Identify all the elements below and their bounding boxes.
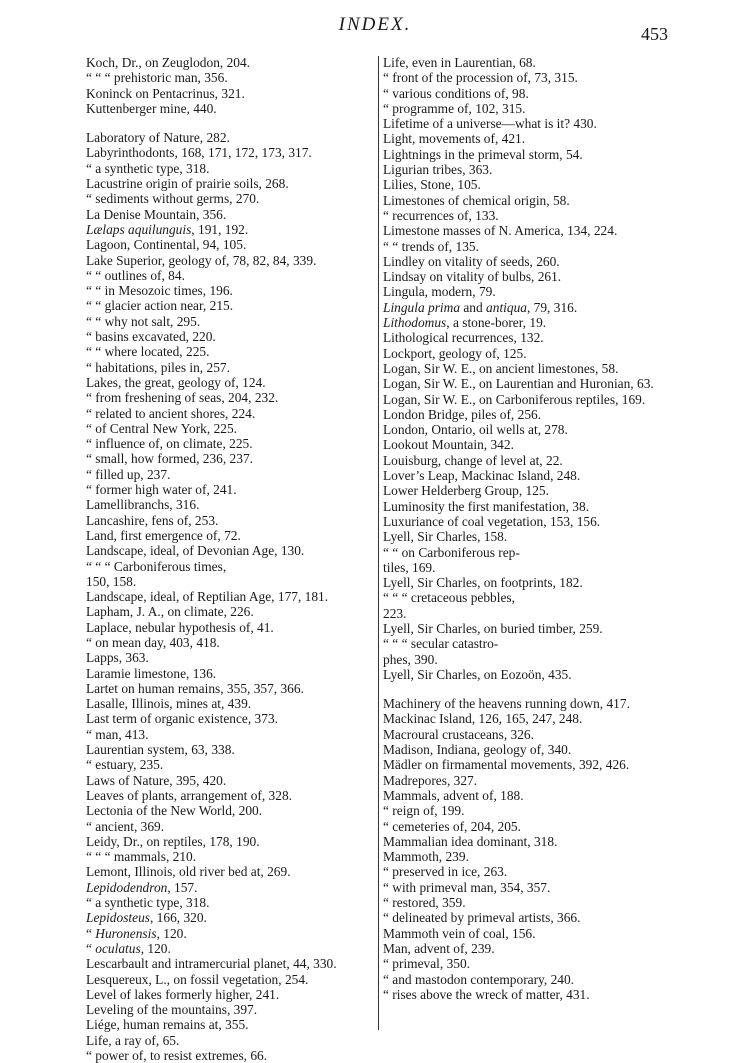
index-entry xyxy=(86,941,378,956)
index-entry-text: Kuttenberger mine, 440. xyxy=(86,100,217,116)
index-entry xyxy=(383,239,669,254)
index-entry xyxy=(383,483,669,498)
index-entry-text: Laws of Nature, 395, 420. xyxy=(86,772,227,788)
index-entry-text: “ from freshening of seas, 204, 232. xyxy=(86,390,279,406)
index-entry xyxy=(86,635,378,650)
index-entry-text: “ on mean day, 403, 418. xyxy=(86,634,220,650)
index-entry xyxy=(383,177,669,192)
index-entry xyxy=(383,696,669,711)
index-entry-text: Mammoth, 239. xyxy=(383,849,469,865)
index-entry xyxy=(86,620,378,635)
index-entry-text: Lyell, Sir Charles, on footprints, 182. xyxy=(383,575,583,591)
index-entry xyxy=(86,895,378,910)
index-entry-text: Lingula, modern, 79. xyxy=(383,284,496,300)
index-entry-text: Koch, Dr., on Zeuglodon, 204. xyxy=(86,55,251,70)
index-entry-text: “ power of, to resist extremes, 66. xyxy=(86,1048,268,1063)
index-entry xyxy=(86,176,378,191)
index-entry xyxy=(383,499,669,514)
index-entry-text: “ related to ancient shores, 224. xyxy=(86,405,256,421)
index-entry xyxy=(383,468,669,483)
index-entry xyxy=(86,910,378,925)
index-entry xyxy=(86,268,378,283)
index-entry-text: Lescarbault and intramercurial planet, 44, 330. xyxy=(86,956,337,972)
index-entry xyxy=(86,451,378,466)
index-entry xyxy=(86,467,378,482)
italic-term: Lepidosteus xyxy=(86,910,150,926)
index-entry-text: “ “ “ prehistoric man, 356. xyxy=(86,70,228,86)
index-entry-text: “ “ on Carboniferous rep- xyxy=(383,544,520,560)
index-entry-text: Madrepores, 327. xyxy=(383,772,478,788)
index-entry xyxy=(86,650,378,665)
index-entry-text: Level of lakes formerly higher, 241. xyxy=(86,986,280,1002)
index-entry xyxy=(86,574,378,589)
index-entry xyxy=(383,652,669,667)
index-entry-text: “ preserved in ice, 263. xyxy=(383,864,508,880)
index-entry-text: Liége, human remains at, 355. xyxy=(86,1017,249,1033)
index-entry xyxy=(86,972,378,987)
index-entry xyxy=(383,910,669,925)
index-entry xyxy=(383,392,669,407)
index-entry xyxy=(383,880,669,895)
index-entry-text: “ “ where located, 225. xyxy=(86,344,210,360)
index-entry-text: tiles, 169. xyxy=(383,559,436,575)
index-entry xyxy=(383,773,669,788)
index-entry xyxy=(383,131,669,146)
index-entry xyxy=(383,788,669,803)
index-entry xyxy=(86,482,378,497)
index-entry-text: Lithological recurrences, 132. xyxy=(383,330,544,346)
index-entry-text: La Denise Mountain, 356. xyxy=(86,206,227,222)
entry-segment: , 120. xyxy=(156,925,187,941)
index-entry-text: Mammals, advent of, 188. xyxy=(383,787,524,803)
index-entry xyxy=(383,757,669,772)
index-entry-text: “ filled up, 237. xyxy=(86,466,171,482)
index-entry-text: Land, first emergence of, 72. xyxy=(86,527,241,543)
index-entry-text: Laplace, nebular hypothesis of, 41. xyxy=(86,619,274,635)
index-entry xyxy=(383,621,669,636)
index-entry-text: Mammoth vein of coal, 156. xyxy=(383,925,536,941)
index-entry-text xyxy=(86,910,378,925)
index-entry-text: Lilies, Stone, 105. xyxy=(383,177,481,193)
index-entry-text: Lifetime of a universe—what is it? 430. xyxy=(383,116,597,132)
index-entry xyxy=(383,711,669,726)
index-entry xyxy=(383,254,669,269)
index-entry xyxy=(86,559,378,574)
entry-segment: , 166, 320. xyxy=(149,910,207,926)
index-entry xyxy=(383,864,669,879)
index-entry xyxy=(86,880,378,895)
index-entry-text: Lagoon, Continental, 94, 105. xyxy=(86,237,247,253)
index-entry-text xyxy=(383,315,669,330)
index-entry-text: Leidy, Dr., on reptiles, 178, 190. xyxy=(86,833,260,849)
index-entry xyxy=(86,360,378,375)
index-entry-text: “ a synthetic type, 318. xyxy=(86,160,210,176)
italic-term: Lithodomus xyxy=(383,315,447,331)
index-entry xyxy=(383,819,669,834)
index-entry xyxy=(86,1017,378,1032)
index-entry xyxy=(383,849,669,864)
index-entry-text xyxy=(86,926,378,941)
index-entry xyxy=(86,742,378,757)
index-entry xyxy=(383,162,669,177)
index-entry-text: “ “ “ Carboniferous times, xyxy=(86,558,227,574)
index-entry xyxy=(383,529,669,544)
index-entry xyxy=(86,497,378,512)
index-entry-text: Louisburg, change of level at, 22. xyxy=(383,452,563,468)
index-entry-text: “ delineated by primeval artists, 366. xyxy=(383,910,581,926)
index-entry-text: Luminosity the first manifestation, 38. xyxy=(383,498,590,514)
index-entry xyxy=(383,895,669,910)
index-entry-text: 223. xyxy=(383,605,407,621)
index-entry xyxy=(86,696,378,711)
index-entry xyxy=(383,361,669,376)
running-head: INDEX. xyxy=(338,14,412,35)
index-entry-text: Leveling of the mountains, 397. xyxy=(86,1002,258,1018)
index-entry-text: “ rises above the wreck of matter, 431. xyxy=(383,986,590,1002)
index-entry xyxy=(383,223,669,238)
index-entry-text: Lapps, 363. xyxy=(86,650,149,666)
index-entry xyxy=(383,269,669,284)
index-entry xyxy=(383,636,669,651)
index-entry-text: Lapham, J. A., on climate, 226. xyxy=(86,604,254,620)
entry-segment: , a stone-borer, 19. xyxy=(446,315,547,331)
index-entry-text: “ recurrences of, 133. xyxy=(383,207,499,223)
index-entry xyxy=(86,406,378,421)
index-entry xyxy=(383,437,669,452)
index-entry xyxy=(383,987,669,1002)
index-entry xyxy=(383,803,669,818)
italic-term: oculatus xyxy=(95,940,141,956)
index-entry-text: Lakes, the great, geology of, 124. xyxy=(86,374,266,390)
index-entry-text: phes, 390. xyxy=(383,651,438,667)
index-entry xyxy=(86,543,378,558)
index-entry xyxy=(383,86,669,101)
italic-term: Lingula prima xyxy=(383,299,461,315)
index-entry-text: Lower Helderberg Group, 125. xyxy=(383,483,549,499)
index-entry-text: “ of Central New York, 225. xyxy=(86,420,237,436)
index-entry-text: Lasalle, Illinois, mines at, 439. xyxy=(86,696,252,712)
index-entry-text: Life, even in Laurentian, 68. xyxy=(383,55,536,70)
index-entry xyxy=(86,329,378,344)
index-entry xyxy=(86,513,378,528)
index-entry xyxy=(383,575,669,590)
italic-term: antiqua xyxy=(486,299,527,315)
index-entry-text xyxy=(383,300,669,315)
entry-segment: and xyxy=(460,299,487,315)
index-entry xyxy=(383,590,669,605)
index-entry xyxy=(383,147,669,162)
index-entry xyxy=(86,130,378,145)
index-entry xyxy=(86,757,378,772)
index-entry xyxy=(86,926,378,941)
index-entry xyxy=(86,666,378,681)
index-entry xyxy=(383,407,669,422)
index-entry xyxy=(383,300,669,315)
index-entry-text: London Bridge, piles of, 256. xyxy=(383,406,542,422)
index-entry-text: Leaves of plants, arrangement of, 328. xyxy=(86,787,292,803)
index-entry xyxy=(86,421,378,436)
index-entry xyxy=(86,390,378,405)
index-entry xyxy=(86,864,378,879)
index-entry-text: Madison, Indiana, geology of, 340. xyxy=(383,742,572,758)
index-entry xyxy=(86,987,378,1002)
index-entry-text: Laramie limestone, 136. xyxy=(86,665,217,681)
index-entry xyxy=(383,101,669,116)
entry-segment: , 157. xyxy=(167,879,198,895)
index-entry-text: Life, a ray of, 65. xyxy=(86,1032,180,1048)
index-entry xyxy=(383,941,669,956)
index-entry-text: Lacustrine origin of prairie soils, 268. xyxy=(86,176,289,192)
index-entry xyxy=(86,55,378,70)
index-entry xyxy=(86,101,378,116)
index-entry-text: Lesquereux, L., on fossil vegetation, 254. xyxy=(86,971,309,987)
index-entry xyxy=(86,344,378,359)
index-entry xyxy=(383,926,669,941)
index-entry xyxy=(86,681,378,696)
index-entry-text xyxy=(86,880,378,895)
entry-segment: , 191, 192. xyxy=(191,221,249,237)
index-entry-text: Mädler on firmamental movements, 392, 426. xyxy=(383,757,630,773)
index-entry-text: Mackinac Island, 126, 165, 247, 248. xyxy=(383,711,583,727)
index-entry xyxy=(383,55,669,70)
index-entry xyxy=(86,207,378,222)
italic-term: Lepidodendron xyxy=(86,879,168,895)
index-entry xyxy=(86,70,378,85)
index-entry-text: “ habitations, piles in, 257. xyxy=(86,359,230,375)
index-entry-text: 150, 158. xyxy=(86,573,137,589)
index-entry-text: Labyrinthodonts, 168, 171, 172, 173, 317. xyxy=(86,145,312,161)
index-entry-text: “ influence of, on climate, 225. xyxy=(86,436,253,452)
index-entry-text: Lectonia of the New World, 200. xyxy=(86,803,263,819)
index-entry xyxy=(383,453,669,468)
index-entry xyxy=(86,849,378,864)
index-entry-text: Lover’s Leap, Mackinac Island, 248. xyxy=(383,468,581,484)
index-entry xyxy=(86,711,378,726)
index-entry xyxy=(383,667,669,682)
italic-term: Huronensis xyxy=(95,925,157,941)
index-entry xyxy=(383,346,669,361)
index-entry xyxy=(383,116,669,131)
index-entry xyxy=(383,284,669,299)
index-entry xyxy=(383,514,669,529)
index-entry-text: Machinery of the heavens running down, 417. xyxy=(383,696,630,712)
index-entry xyxy=(86,253,378,268)
index-entry-text: “ sediments without germs, 270. xyxy=(86,191,260,207)
index-entry xyxy=(383,545,669,560)
index-entry xyxy=(86,1002,378,1017)
index-entry-text: “ ancient, 369. xyxy=(86,818,165,834)
index-entry-text: “ primeval, 350. xyxy=(383,956,471,972)
index-entry-text: “ “ “ secular catastro- xyxy=(383,636,499,652)
index-entry-text: “ restored, 359. xyxy=(383,895,466,911)
index-entry xyxy=(86,161,378,176)
index-entry-text: Landscape, ideal, of Devonian Age, 130. xyxy=(86,543,305,559)
index-entry xyxy=(86,145,378,160)
column-rule xyxy=(378,56,379,1030)
index-entry xyxy=(383,376,669,391)
italic-term: Lælaps aquilunguis xyxy=(86,221,192,237)
index-entry xyxy=(383,560,669,575)
index-entry-text: “ “ in Mesozoic times, 196. xyxy=(86,283,233,299)
index-entry xyxy=(86,1048,378,1063)
index-entry xyxy=(86,86,378,101)
index-entry-text: “ with primeval man, 354, 357. xyxy=(383,879,551,895)
index-entry-text: Lyell, Sir Charles, on buried timber, 259. xyxy=(383,620,603,636)
index-entry-text xyxy=(86,941,378,956)
index-entry xyxy=(86,803,378,818)
index-entry-text: “ front of the procession of, 73, 315. xyxy=(383,70,578,86)
index-entry-text: “ a synthetic type, 318. xyxy=(86,895,210,911)
index-column-left xyxy=(86,55,378,1063)
index-entry-text: Lancashire, fens of, 253. xyxy=(86,512,219,528)
index-entry-text: Macroural crustaceans, 326. xyxy=(383,726,534,742)
index-entry-text: “ “ “ cretaceous pebbles, xyxy=(383,590,515,606)
index-entry-text: Mammalian idea dominant, 318. xyxy=(383,833,558,849)
index-entry-text: Luxuriance of coal vegetation, 153, 156. xyxy=(383,513,601,529)
index-entry xyxy=(86,222,378,237)
index-entry-text: Koninck on Pentacrinus, 321. xyxy=(86,85,245,101)
index-entry-text: Lyell, Sir Charles, on Eozoön, 435. xyxy=(383,666,572,682)
index-entry-text: “ reign of, 199. xyxy=(383,803,465,819)
index-entry xyxy=(383,972,669,987)
index-entry-text: Lindsay on vitality of bulbs, 261. xyxy=(383,269,562,285)
index-entry-text: “ cemeteries of, 204, 205. xyxy=(383,818,521,834)
index-entry-text: Light, movements of, 421. xyxy=(383,131,526,147)
entry-segment: “ xyxy=(86,925,96,941)
index-entry-text: “ programme of, 102, 315. xyxy=(383,100,526,116)
index-entry-text: “ “ outlines of, 84. xyxy=(86,267,185,283)
index-entry xyxy=(383,742,669,757)
index-entry-text: Lindley on vitality of seeds, 260. xyxy=(383,253,560,269)
index-entry-text: “ various conditions of, 98. xyxy=(383,85,529,101)
index-entry-text: “ “ why not salt, 295. xyxy=(86,313,201,329)
index-entry xyxy=(86,727,378,742)
index-entry-text: Lightnings in the primeval storm, 54. xyxy=(383,146,583,162)
index-entry xyxy=(86,283,378,298)
index-entry-text: Last term of organic existence, 373. xyxy=(86,711,278,727)
index-entry xyxy=(383,606,669,621)
index-entry xyxy=(383,834,669,849)
index-entry xyxy=(86,819,378,834)
index-entry xyxy=(86,604,378,619)
index-entry-text: Laboratory of Nature, 282. xyxy=(86,130,230,146)
page-number: 453 xyxy=(641,24,668,44)
index-entry-text: Lockport, geology of, 125. xyxy=(383,345,527,361)
index-entry xyxy=(383,193,669,208)
index-entry xyxy=(86,314,378,329)
index-entry xyxy=(86,375,378,390)
index-entry-text: Lemont, Illinois, old river bed at, 269. xyxy=(86,864,291,880)
index-entry-text: Limestone masses of N. America, 134, 224. xyxy=(383,223,618,239)
index-entry-text: Ligurian tribes, 363. xyxy=(383,162,493,178)
index-entry xyxy=(86,191,378,206)
index-entry-text: Man, advent of, 239. xyxy=(383,940,495,956)
index-entry xyxy=(383,422,669,437)
index-entry-text: Lamellibranchs, 316. xyxy=(86,497,200,513)
index-entry-text: Logan, Sir W. E., on ancient limestones, 58. xyxy=(383,360,619,376)
entry-segment: , 120. xyxy=(140,940,171,956)
index-entry xyxy=(86,237,378,252)
index-entry xyxy=(86,834,378,849)
index-entry-text: “ former high water of, 241. xyxy=(86,482,237,498)
index-entry xyxy=(383,330,669,345)
index-entry xyxy=(383,315,669,330)
index-entry-text: “ small, how formed, 236, 237. xyxy=(86,451,253,467)
index-entry xyxy=(86,298,378,313)
index-entry-text: “ estuary, 235. xyxy=(86,757,164,773)
index-entry xyxy=(86,1033,378,1048)
entry-segment: “ xyxy=(86,940,96,956)
index-column-right xyxy=(383,55,669,1002)
index-entry-text: Laurentian system, 63, 338. xyxy=(86,742,235,758)
index-entry xyxy=(383,727,669,742)
index-entry-text: “ “ trends of, 135. xyxy=(383,238,479,254)
index-entry xyxy=(86,956,378,971)
entry-segment: , 79, 316. xyxy=(526,299,578,315)
index-entry xyxy=(86,589,378,604)
index-entry-text: Limestones of chemical origin, 58. xyxy=(383,192,570,208)
index-entry-text: “ man, 413. xyxy=(86,726,149,742)
index-entry-text: Lookout Mountain, 342. xyxy=(383,437,514,453)
index-entry-text: Logan, Sir W. E., on Carboniferous reptiles, 169. xyxy=(383,391,646,407)
index-entry xyxy=(86,773,378,788)
index-entry-text: “ and mastodon contemporary, 240. xyxy=(383,971,575,987)
index-entry-text: Lartet on human remains, 355, 357, 366. xyxy=(86,680,304,696)
index-entry xyxy=(383,208,669,223)
index-entry xyxy=(383,956,669,971)
index-entry xyxy=(86,528,378,543)
index-entry-text xyxy=(86,222,378,237)
index-entry-text: Landscape, ideal, of Reptilian Age, 177, 181. xyxy=(86,589,329,605)
index-entry-text: “ “ “ mammals, 210. xyxy=(86,849,197,865)
index-entry-text: “ basins excavated, 220. xyxy=(86,329,216,345)
index-entry xyxy=(383,70,669,85)
index-entry-text: Lyell, Sir Charles, 158. xyxy=(383,529,508,545)
index-entry-text: London, Ontario, oil wells at, 278. xyxy=(383,422,568,438)
index-entry-text: Lake Superior, geology of, 78, 82, 84, 339. xyxy=(86,252,317,268)
index-entry-text: Logan, Sir W. E., on Laurentian and Huronian, 63. xyxy=(383,376,654,392)
index-entry xyxy=(86,436,378,451)
index-entry-text: “ “ glacier action near, 215. xyxy=(86,298,234,314)
index-entry xyxy=(86,788,378,803)
